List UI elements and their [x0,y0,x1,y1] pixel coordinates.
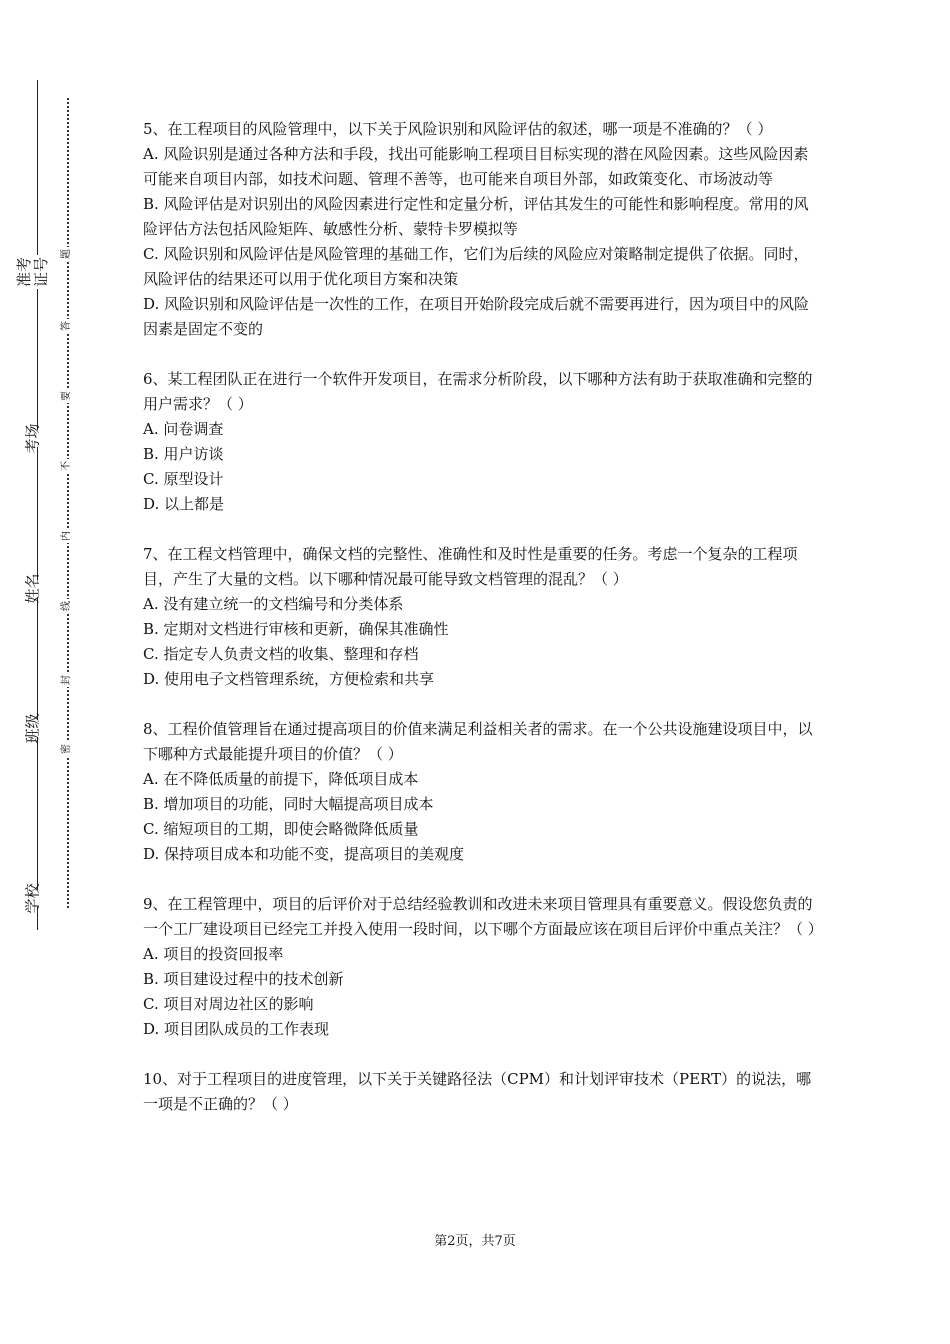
question-9 [143,892,823,1042]
seal-char: 不 [61,461,72,471]
option-b: B. 用户访谈 [143,445,224,463]
seal-char: 密 [61,744,72,754]
seal-char: 封 [61,675,72,685]
option-b: B. 项目建设过程中的技术创新 [143,970,344,988]
option-a: A. 风险识别是通过各种方法和手段，找出可能影响工程项目目标实现的潜在风险因素。这些风险因素可能来自项目内部，如技术问题、管理不善等，也可能来自项目外部，如政策变化、市场波动等 [143,145,809,188]
field-exam-room: 考场 [18,430,48,447]
option-c: C. 指定专人负责文档的收集、整理和存档 [143,645,419,663]
field-school: 学校 [18,890,48,907]
option-b: B. 风险评估是对识别出的风险因素进行定性和定量分析，评估其发生的可能性和影响程度。常用的风险评估方法包括风险矩阵、敏感性分析、蒙特卡罗模拟等 [143,195,809,238]
question-text: 5、在工程项目的风险管理中，以下关于风险识别和风险评估的叙述，哪一项是不准确的？（ ） [143,120,773,138]
field-class: 班级 [18,720,48,737]
question-10 [143,1067,818,1117]
option-c: C. 缩短项目的工期，即使会略微降低质量 [143,820,419,838]
question-text: 8、工程价值管理旨在通过提高项目的价值来满足利益相关者的需求。在一个公共设施建设项目中，以下哪种方式最能提升项目的价值？（ ） [143,720,813,763]
option-d: D. 以上都是 [143,495,225,513]
option-c: C. 项目对周边社区的影响 [143,995,314,1013]
option-d: D. 风险识别和风险评估是一次性的工作，在项目开始阶段完成后就不需要再进行，因为项目中的风险因素是固定不变的 [143,295,810,338]
option-c: C. 原型设计 [143,470,224,488]
dotted-line [67,98,69,908]
seal-char: 内 [61,531,72,541]
seal-char: 题 [61,249,72,259]
option-b: B. 增加项目的功能，同时大幅提高项目成本 [143,795,434,813]
option-a: A. 在不降低质量的前提下，降低项目成本 [143,770,419,788]
option-d: D. 保持项目成本和功能不变，提高项目的美观度 [143,845,465,863]
option-b: B. 定期对文档进行审核和更新，确保其准确性 [143,620,449,638]
field-name: 姓名 [18,580,48,597]
option-a: A. 问卷调查 [143,420,224,438]
option-a: A. 项目的投资回报率 [143,945,284,963]
question-text: 10、对于工程项目的进度管理，以下关于关键路径法（CPM）和计划评审技术（PERT）的说法，哪一项是不正确的？（ ） [143,1070,812,1113]
option-d: D. 项目团队成员的工作表现 [143,1020,330,1038]
option-d: D. 使用电子文档管理系统，方便检索和共享 [143,670,435,688]
binding-margin [15,80,50,930]
field-exam-id: 准考证号 [15,256,50,287]
question-6 [143,367,818,517]
seal-char: 要 [61,391,72,401]
question-7 [143,542,818,692]
question-text: 6、某工程团队正在进行一个软件开发项目，在需求分析阶段，以下哪种方法有助于获取准确和完整的用户需求？（ ） [143,370,813,413]
option-a: A. 没有建立统一的文档编号和分类体系 [143,595,404,613]
question-text: 7、在工程文档管理中，确保文档的完整性、准确性和及时性是重要的任务。考虑一个复杂的工程项目，产生了大量的文档。以下哪种情况最可能导致文档管理的混乱？（ ） [143,545,798,588]
seal-dotted-line [60,98,74,908]
seal-char: 线 [61,601,72,611]
seal-char: 答 [61,321,72,331]
page-number: 第2页，共7页 [434,1234,516,1249]
question-8 [143,717,818,867]
question-text: 9、在工程管理中，项目的后评价对于总结经验教训和改进未来项目管理具有重要意义。假设您负责的一个工厂建设项目已经完工并投入使用一段时间，以下哪个方面最应该在项目后评价中重点关注？（ ） [143,895,823,938]
option-c: C. 风险识别和风险评估是风险管理的基础工作，它们为后续的风险应对策略制定提供了依据。同时，风险评估的结果还可以用于优化项目方案和决策 [143,245,809,288]
binding-line [37,80,38,930]
question-5 [143,117,818,342]
question-list [143,117,823,1142]
